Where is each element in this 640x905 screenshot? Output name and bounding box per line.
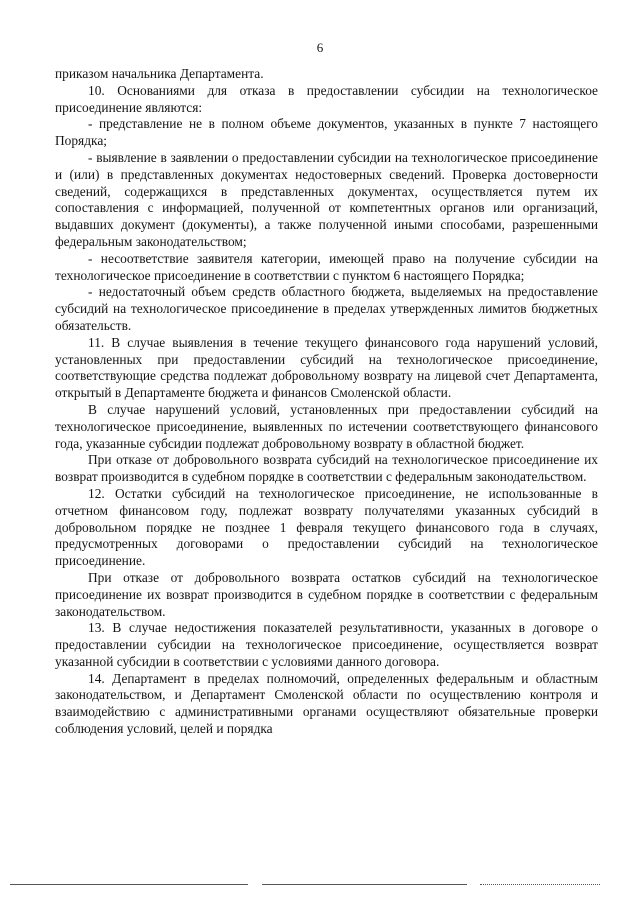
paragraph-item-11-violation: В случае нарушений условий, установленных при предоставлении субсидий на технологическое присоединение, выявленных по истечении соответствующего финансового года, указанные субсидии подлежат добровольному возврату в областной бюджет. [55,401,598,451]
footer-divider-middle [262,884,467,885]
paragraph-item-13: 13. В случае недостижения показателей результативности, указанных в договоре о предоставлении субсидии на технологическое присоединение, осуществляется возврат указанной субсидии в соответствии с условиями данного договора. [55,620,598,669]
paragraph-refusal-reason-2: - выявление в заявлении о предоставлении субсидии на технологическое присоединение и (или) в представленных документах недостоверных сведений. Проверка достоверности сведений, содержащихся в представленных документах, осуществляется путем их сопоставления с информацией, полученной от компетентных органов или организаций, выдавших документ (документы), а также полученной иными способами, разрешенными федеральным законодательством; [55,149,598,249]
paragraph-item-11: 11. В случае выявления в течение текущего финансового года нарушений условий, установленных при предоставлении субсидий на технологическое присоединение, соответствующие средства подлежат добровольному возврату на лицевой счет Департамента, открытый в Департаменте бюджета и финансов Смоленской области. [55,334,598,401]
footer-divider-right [480,884,600,885]
page-number: 6 [316,40,324,55]
paragraph-refusal-reason-3: - несоответствие заявителя категории, имеющей право на получение субсидии на технологическое присоединение в соответствии с пунктом 6 настоящего Порядка; [55,250,598,283]
paragraph-refusal-reason-1: - представление не в полном объеме документов, указанных в пункте 7 настоящего Порядка; [55,116,598,149]
document-body [55,66,598,738]
paragraph-item-11-court: При отказе от добровольного возврата субсидий на технологическое присоединение их возврат производится в судебном порядке в соответствии с федеральным законодательством. [55,452,598,485]
paragraph-item-14: 14. Департамент в пределах полномочий, определенных федеральным и областным законодательством, и Департамент Смоленской области по осуществлению контроля и взаимодействию с административными органами осуществляют обязательные проверки соблюдения условий, целей и порядка [55,670,598,737]
paragraph-item-12-court: При отказе от добровольного возврата остатков субсидий на технологическое присоединение их возврат производится в судебном порядке в соответствии с федеральным законодательством. [55,569,598,619]
paragraph-item-10: 10. Основаниями для отказа в предоставлении субсидии на технологическое присоединение являются: [55,82,598,115]
paragraph-continuation: приказом начальника Департамента. [55,66,264,81]
footer-divider-left [10,884,248,885]
paragraph-item-12: 12. Остатки субсидий на технологическое присоединение, не использованные в отчетном финансовом году, подлежат возврату получателями указанных субсидий в добровольном порядке не позднее 1 февраля текущего финансового года в случаях, предусмотренных договорами о предоставлении субсидий на технологическое присоединение. [55,485,598,569]
paragraph-refusal-reason-4: - недостаточный объем средств областного бюджета, выделяемых на предоставление субсидий на технологическое присоединение в пределах утвержденных лимитов бюджетных обязательств. [55,284,598,333]
